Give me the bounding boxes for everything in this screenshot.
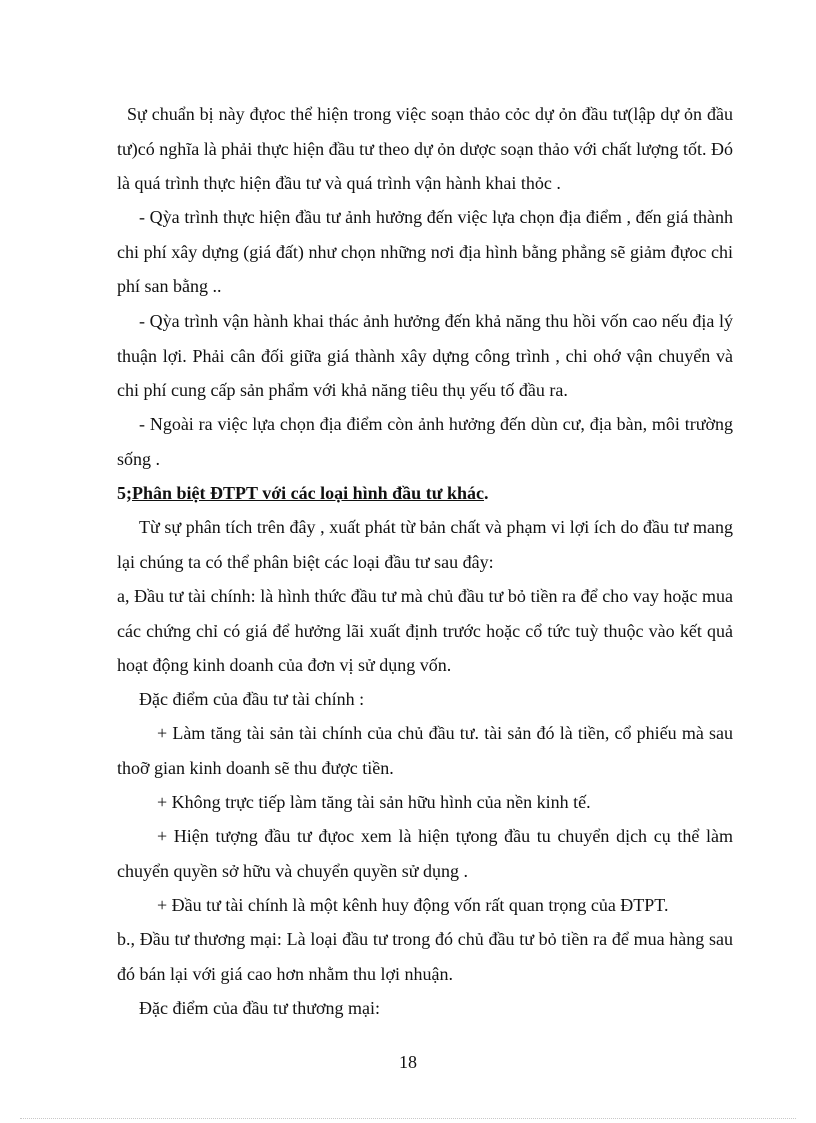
page-bottom-divider [20, 1118, 796, 1119]
paragraph-financial-investment: a, Đầu tư tài chính: là hình thức đầu tư mà chủ đầu tư bỏ tiền ra để cho vay hoặc mua các chứng chỉ có giá để hưởng lãi xuất định trước hoặc cổ tức tuỳ thuộc vào kết quả hoạt động kinh doanh của đơn vị sử dụng vốn. [117, 586, 733, 675]
section-number: 5; [117, 483, 132, 503]
list-item-financial-3: + Hiện tượng đầu tư đựoc xem là hiện tựong đầu tu chuyển dịch cụ thể làm chuyển quyền sở hữu và chuyển quyền sử dụng . [117, 826, 733, 881]
section-title: Phân biệt ĐTPT với các loại hình đầu tư khác [132, 483, 485, 503]
paragraph-operation-impact: - Qỳa trình vận hành khai thác ảnh hưởng đến khả năng thu hồi vốn cao nếu địa lý thuận lợi. Phải cân đối giữa giá thành xây dựng công trình , chi ohớ vận chuyển và chi phí cung cấp sản phẩm với khả năng tiêu thụ yếu tố đầu ra. [117, 311, 733, 400]
paragraph-financial-features-title: Đặc điểm của đầu tư tài chính : [139, 689, 365, 709]
paragraph-commercial-investment: b., Đầu tư thương mại: Là loại đầu tư trong đó chủ đầu tư bỏ tiền ra để mua hàng sau đó bán lại với giá cao hơn nhằm thu lợi nhuận. [117, 929, 733, 984]
paragraph-preparation: Sự chuẩn bị này đựoc thể hiện trong việc soạn thảo cỏc dự ỏn đầu tư(lập dự ỏn đầu tư)có nghĩa là phải thực hiện đầu tư theo dự ỏn dược soạn thảo với chất lượng tốt. Đó là quá trình thực hiện đầu tư và quá trình vận hành khai thỏc . [117, 104, 733, 193]
list-item-financial-4: + Đầu tư tài chính là một kênh huy động vốn rất quan trọng của ĐTPT. [157, 895, 669, 915]
paragraph-location-impact: - Ngoài ra việc lựa chọn địa điểm còn ảnh hưởng đến dùn cư, địa bàn, môi trường sống . [117, 414, 733, 469]
list-item-financial-1: + Làm tăng tài sản tài chính của chủ đầu tư. tài sản đó là tiền, cổ phiếu mà sau thoỡ gian kinh doanh sẽ thu được tiền. [117, 723, 733, 778]
paragraph-commercial-features-title: Đặc điểm của đầu tư thương mại: [139, 998, 380, 1018]
paragraph-implementation-impact: - Qỳa trình thực hiện đầu tư ảnh hưởng đến việc lựa chọn địa điểm , đến giá thành chi phí xây dựng (giá đất) như chọn những nơi địa hình bằng phẳng sẽ giảm đựoc chi phí san bằng .. [117, 207, 733, 296]
page-number: 18 [399, 1052, 417, 1072]
list-item-financial-2: + Không trực tiếp làm tăng tài sản hữu hình của nền kinh tế. [157, 792, 591, 812]
section-heading-period: . [484, 483, 489, 503]
paragraph-analysis-intro: Từ sự phân tích trên đây , xuất phát từ bản chất và phạm vi lợi ích do đầu tư mang lại chúng ta có thể phân biệt các loại đầu tư sau đây: [117, 517, 733, 572]
section-heading [117, 476, 733, 511]
